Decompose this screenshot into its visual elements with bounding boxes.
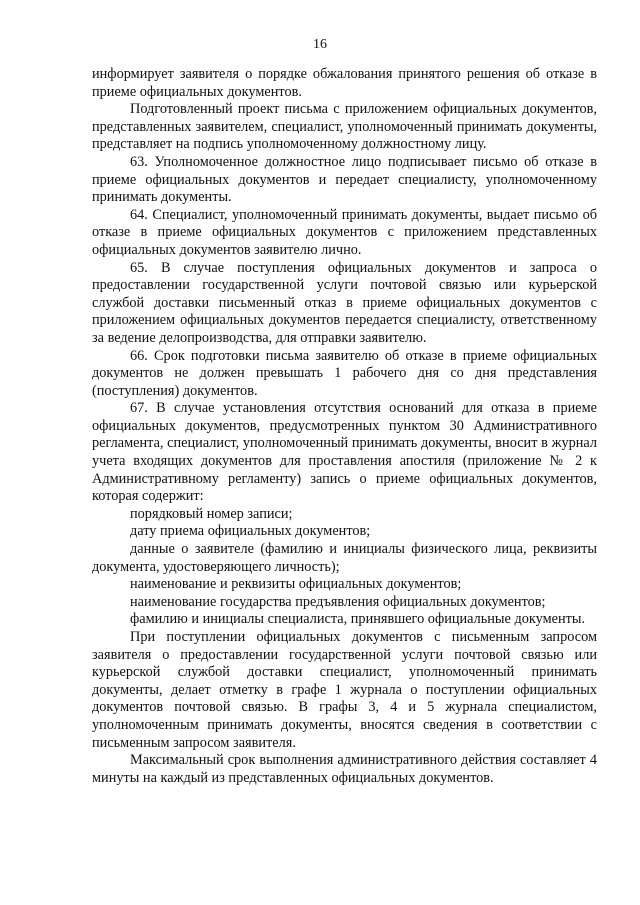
paragraph-67: 67. В случае установления отсутствия оснований для отказа в приеме официальных документов, предусмотренных пунктом 30 Административного регламента, специалист, уполномоченный принимать документы, вносит в журнал учета входящих документов для проставления апостиля (приложение № 2 к Административному регламенту) запись о приеме официальных документов, которая содержит: [92, 400, 597, 505]
paragraph-continuation: информирует заявителя о порядке обжалования принятого решения об отказе в приеме официальных документов. [92, 66, 597, 100]
list-item-applicant-data: данные о заявителе (фамилию и инициалы физического лица, реквизиты документа, удостоверяющего личность); [92, 541, 597, 575]
list-item-destination-state: наименование государства предъявления официальных документов; [130, 593, 546, 610]
page-number: 16 [313, 37, 327, 52]
paragraph-draft-letter: Подготовленный проект письма с приложением официальных документов, представленных заявителем, специалист, уполномоченный принимать документы, представляет на подпись уполномоченному должностному лицу. [92, 101, 597, 153]
list-item-specialist-name: фамилию и инициалы специалиста, принявшего официальные документы. [130, 611, 586, 628]
paragraph-max-duration: Максимальный срок выполнения административного действия составляет 4 минуты на каждый из представленных официальных документов. [92, 752, 597, 786]
paragraph-postal-receipt: При поступлении официальных документов с письменным запросом заявителя о предоставлении государственной услуги почтовой связью или курьерской службой доставки специалист, уполномоченный принимать документы, делает отметку в графе 1 журнала о поступлении официальных документов почтовой связью. В графы 3, 4 и 5 журнала специалистом, уполномоченным принимать документы, вносятся сведения в соответствии с письменным запросом заявителя. [92, 629, 597, 751]
paragraph-64: 64. Специалист, уполномоченный принимать документы, выдает письмо об отказе в приеме официальных документов с приложением представленных официальных документов заявителю лично. [92, 206, 597, 258]
list-item-record-number: порядковый номер записи; [130, 505, 293, 522]
list-item-document-details: наименование и реквизиты официальных документов; [130, 576, 462, 593]
list-item-receipt-date: дату приема официальных документов; [130, 523, 371, 540]
document-body [92, 66, 597, 787]
paragraph-65: 65. В случае поступления официальных документов и запроса о предоставлении государственной услуги почтовой связью или курьерской службой доставки письменный отказ в приеме официальных документов с приложением официальных документов передается специалисту, ответственному за ведение делопроизводства, для отправки заявителю. [92, 259, 597, 346]
paragraph-63: 63. Уполномоченное должностное лицо подписывает письмо об отказе в приеме официальных документов и передает специалисту, уполномоченному принимать документы. [92, 153, 597, 206]
paragraph-66: 66. Срок подготовки письма заявителю об отказе в приеме официальных документов не должен превышать 1 рабочего дня со дня представления (поступления) документов. [92, 347, 597, 399]
